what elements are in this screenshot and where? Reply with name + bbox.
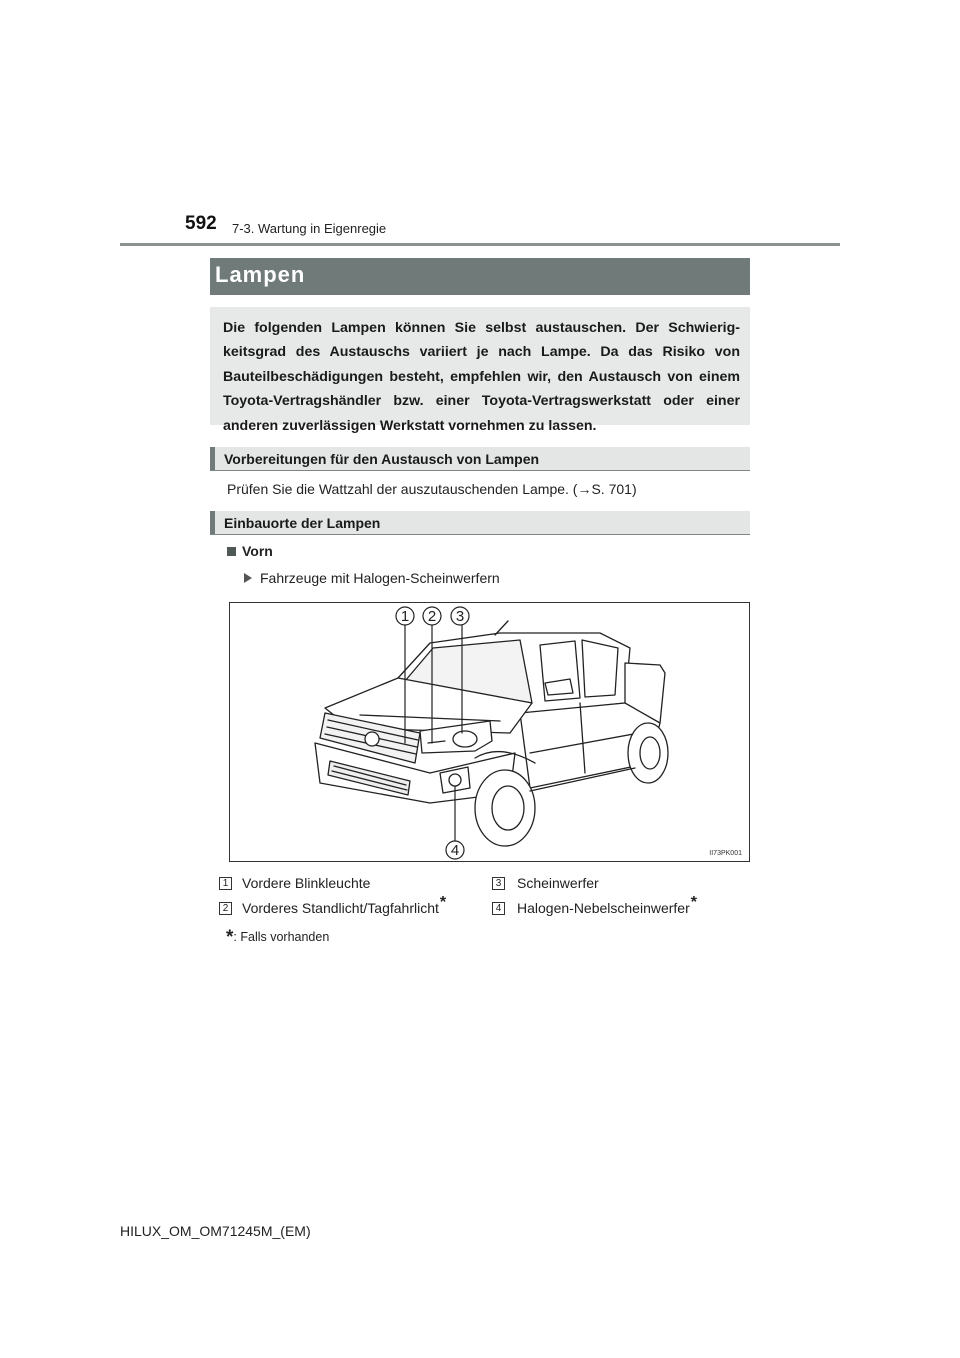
callout-4: 4 xyxy=(450,842,460,859)
footnote-mark: * xyxy=(226,927,234,948)
subheading-front xyxy=(227,543,273,559)
legend-label-1: Vordere Blinkleuchte xyxy=(242,875,371,891)
figure-code: II73PK001 xyxy=(709,850,742,857)
legend-number-1: 1 xyxy=(219,877,232,890)
callout-2: 2 xyxy=(427,608,437,625)
page-number: 592 xyxy=(185,213,217,234)
intro-text: Die folgenden Lampen können Sie selbst austauschen. Der Schwierig-keitsgrad des Austauschs variiert je nach Lampe. Da das Risiko von Bauteilbeschädigungen besteht, empfehlen wir, den Austausch von einem Toyota-Vertragshändler bzw. einer Toyota-Vertragswerkstatt oder einer anderen zuverlässigen Werkstatt vornehmen zu lassen. xyxy=(223,320,740,434)
legend-label-2: Vorderes Standlicht/Tagfahrlicht xyxy=(242,900,439,916)
legend-star-4: * xyxy=(690,894,697,911)
legend-label-3: Scheinwerfer xyxy=(517,875,599,891)
legend-label-4: Halogen-Nebelscheinwerfer xyxy=(517,900,690,916)
section-heading-label: Vorbereitungen für den Austausch von Lampen xyxy=(224,451,540,467)
section-heading-locations xyxy=(210,511,750,535)
square-bullet-icon xyxy=(227,547,236,556)
legend-number-2: 2 xyxy=(219,902,232,915)
intro-box xyxy=(210,307,750,434)
document-code: HILUX_OM_OM71245M_(EM) xyxy=(120,1223,311,1239)
legend-number-4: 4 xyxy=(492,902,505,915)
variant-text: Fahrzeuge mit Halogen-Scheinwerfern xyxy=(260,570,500,586)
section-heading-preparation xyxy=(210,447,750,471)
page-title: Lampen xyxy=(215,262,306,287)
wattage-instruction: Prüfen Sie die Wattzahl der auszutauschenden Lampe. (→S. 701) xyxy=(227,481,637,497)
legend-star-2: * xyxy=(439,894,447,911)
variant-label xyxy=(244,570,500,586)
heading-accent xyxy=(210,511,215,534)
callout-1: 1 xyxy=(400,608,410,625)
legend-number-3: 3 xyxy=(492,877,505,890)
section-heading-label: Einbauorte der Lampen xyxy=(224,515,381,531)
section-reference: 7-3. Wartung in Eigenregie xyxy=(232,221,387,236)
heading-accent xyxy=(210,447,215,470)
legend-item-4 xyxy=(517,894,697,918)
header-divider xyxy=(120,243,840,246)
footnote xyxy=(226,925,329,947)
legend-item-2 xyxy=(242,894,447,918)
triangle-bullet-icon xyxy=(244,573,252,583)
pickup-truck-illustration xyxy=(230,603,749,861)
callout-3: 3 xyxy=(455,608,465,625)
vehicle-figure xyxy=(229,602,750,862)
footnote-text: : Falls vorhanden xyxy=(233,930,330,944)
subheading-front-label: Vorn xyxy=(242,543,273,559)
